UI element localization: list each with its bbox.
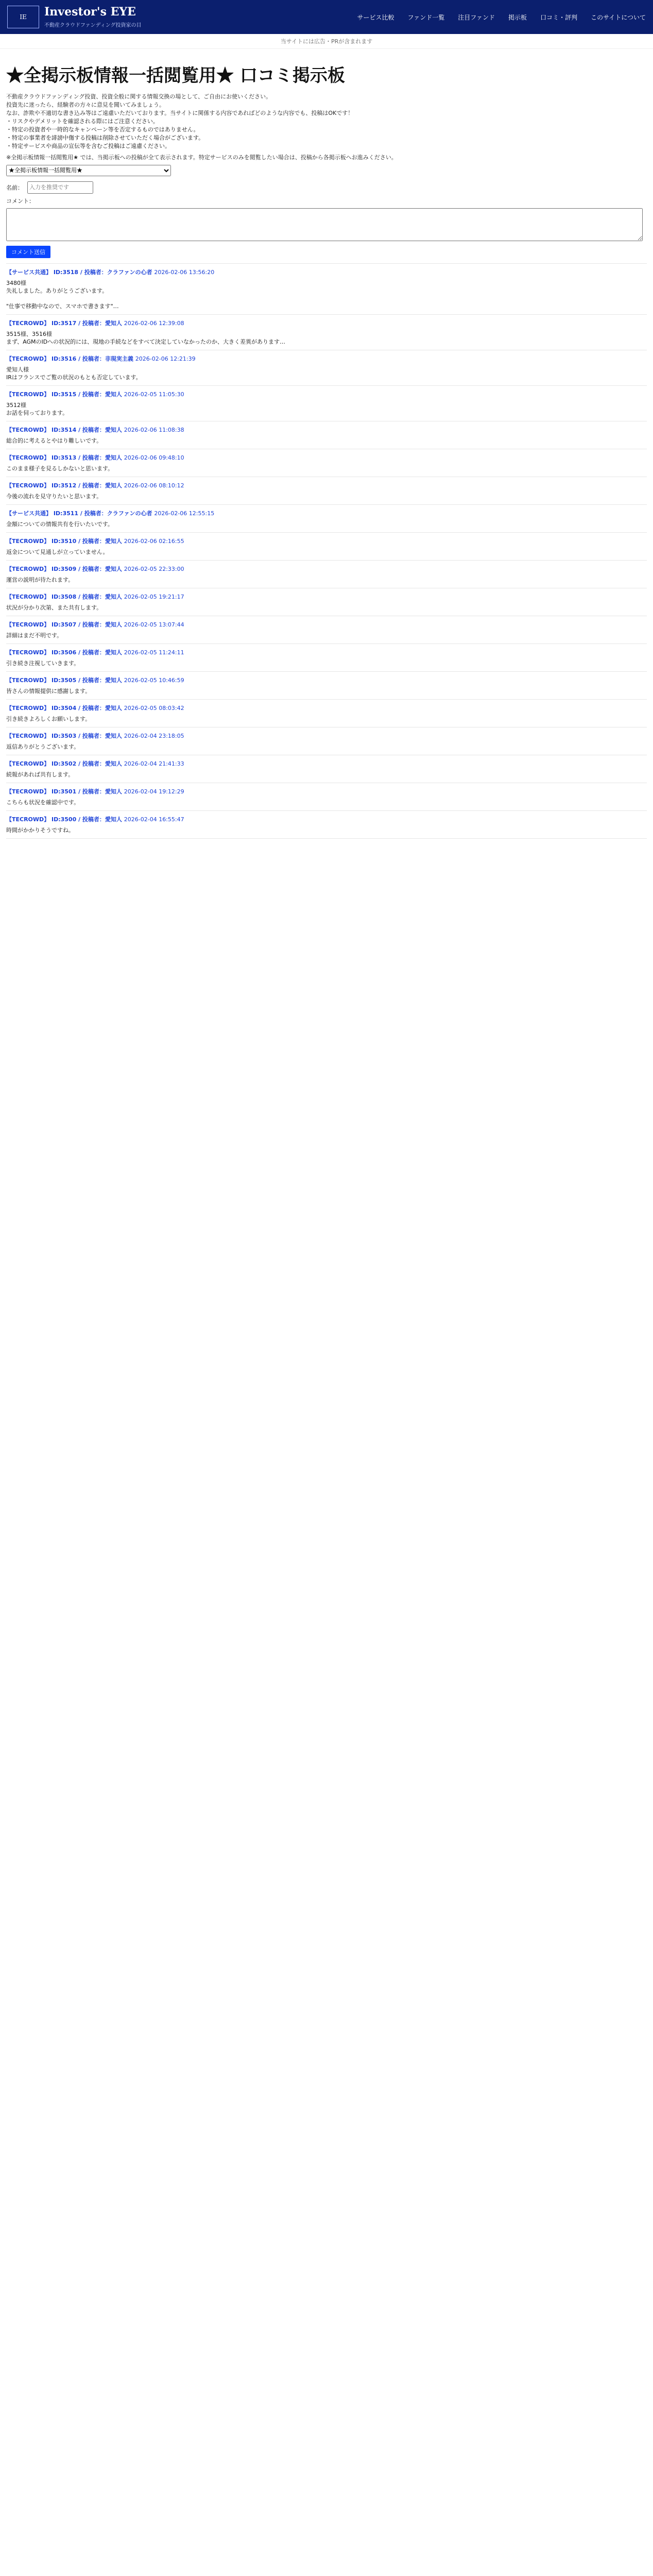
post: [6, 755, 647, 783]
desc-line: 投資先に迷ったら、経験者の方々に意見を聞いてみましょう。: [6, 101, 165, 108]
notice-item: ・特定サービスや商品の宣伝等を含むご投稿はご遠慮ください。: [6, 143, 170, 149]
post-meta: [6, 648, 647, 656]
post-meta: [6, 592, 647, 601]
post-time: 2026-02-06 12:39:08: [124, 320, 184, 327]
post-time: 2026-02-05 19:21:17: [124, 594, 184, 600]
post-content: 3480様 失礼しました。ありがとうございます。 "仕事で移動中なので、スマホで書きます"…: [6, 280, 119, 310]
notice-list: [6, 117, 647, 150]
post-meta: [6, 453, 647, 462]
post-time: 2026-02-05 11:24:11: [124, 649, 184, 656]
post-content: 引き続きよろしくお願いします。: [6, 716, 91, 722]
post-title[interactable]: 【TECROWD】 ID:3502 / 投稿者：愛知人: [6, 760, 122, 767]
post-meta: [6, 509, 647, 517]
post-time: 2026-02-05 08:03:42: [124, 705, 184, 711]
post-time: 2026-02-05 22:33:00: [124, 566, 184, 572]
post-meta: [6, 620, 647, 629]
post-content: 皆さんの情報提供に感謝します。: [6, 688, 91, 694]
post-time: 2026-02-04 21:41:33: [124, 760, 184, 767]
page-container: [0, 49, 653, 839]
post: [6, 700, 647, 727]
comment-row: [6, 197, 647, 205]
nav-bbs[interactable]: 掲示板: [508, 13, 527, 21]
nav-fund-list[interactable]: ファンド一覧: [407, 13, 445, 21]
select-note: ※全掲示板情報一括閲覧用★ では、当掲示板への投稿が全て表示されます。特定サービスのみを閲覧したい場合は、投稿から各掲示板へお進みください。: [6, 154, 397, 161]
name-label: 名前：: [6, 184, 23, 191]
name-input[interactable]: [27, 181, 93, 194]
post-time: 2026-02-06 09:48:10: [124, 454, 184, 461]
post-content: 時間がかかりそうですね。: [6, 827, 74, 834]
post-content: 金額についての情報共有を行いたいです。: [6, 521, 113, 528]
pr-note: 当サイトには広告・PRが含まれます: [0, 34, 653, 49]
post-meta: [6, 390, 647, 398]
post-title[interactable]: 【TECROWD】 ID:3514 / 投稿者：愛知人: [6, 427, 122, 433]
post: [6, 477, 647, 505]
post: [6, 811, 647, 839]
post-meta: [6, 565, 647, 573]
post-title[interactable]: 【TECROWD】 ID:3515 / 投稿者：愛知人: [6, 391, 122, 398]
post-content: 引き続き注視していきます。: [6, 660, 80, 667]
post: [6, 421, 647, 449]
post-meta: [6, 787, 647, 795]
notice-item: ・特定の投資者や一時的なキャンペーン等を否定するものではありません。: [6, 126, 199, 133]
nav-service-compare[interactable]: サービス比較: [357, 13, 394, 21]
post-meta: [6, 815, 647, 823]
post-meta: [6, 354, 647, 363]
top-header: [0, 0, 653, 34]
post-content: 今後の流れを見守りたいと思います。: [6, 493, 102, 500]
post: [6, 315, 647, 350]
submit-comment-button[interactable]: コメント送信: [6, 246, 50, 258]
name-row: [6, 181, 647, 194]
post-meta: [6, 704, 647, 712]
post-time: 2026-02-05 13:07:44: [124, 621, 184, 628]
post-time: 2026-02-05 10:46:59: [124, 677, 184, 684]
post-content: こちらも状況を確認中です。: [6, 799, 80, 806]
post-content: 運営の説明が待たれます。: [6, 577, 74, 583]
post-title[interactable]: 【TECROWD】 ID:3504 / 投稿者：愛知人: [6, 705, 122, 711]
nav-about[interactable]: このサイトについて: [591, 13, 646, 21]
post: [6, 727, 647, 755]
post: [6, 644, 647, 672]
post-title[interactable]: 【TECROWD】 ID:3512 / 投稿者：愛知人: [6, 482, 122, 489]
post-time: 2026-02-06 11:08:38: [124, 427, 184, 433]
post-title[interactable]: 【TECROWD】 ID:3517 / 投稿者：愛知人: [6, 320, 122, 327]
post-meta: [6, 537, 647, 545]
post-content: 3512様 お話を伺っております。: [6, 402, 68, 416]
post-title[interactable]: 【TECROWD】 ID:3506 / 投稿者：愛知人: [6, 649, 122, 656]
comment-label: コメント：: [6, 198, 35, 205]
comment-textarea[interactable]: [6, 208, 643, 241]
post-content: 詳細はまだ不明です。: [6, 632, 63, 639]
post-meta: [6, 676, 647, 684]
site-subtitle: 不動産クラウドファンディング投資家の目: [44, 22, 142, 28]
post-meta: [6, 481, 647, 489]
post-time: 2026-02-04 19:12:29: [124, 788, 184, 795]
brand: [7, 6, 142, 28]
post-content: 3515様、3516様 まず、AGMのIDへの状況的には、現地の手続などをすべて決定していなかったのか、大きく差異があります…: [6, 331, 285, 345]
notice-item: ・特定の事業者を誹謗中傷する投稿は削除させていただく場合がございます。: [6, 134, 204, 141]
post: [6, 386, 647, 421]
post-content: 状況が分かり次第、また共有します。: [6, 604, 102, 611]
comment-form: [6, 181, 647, 258]
post: [6, 588, 647, 616]
site-logo[interactable]: IE: [7, 6, 39, 28]
post-title[interactable]: 【TECROWD】 ID:3500 / 投稿者：愛知人: [6, 816, 122, 823]
post-title[interactable]: 【TECROWD】 ID:3503 / 投稿者：愛知人: [6, 733, 122, 739]
page-description: [6, 93, 647, 117]
site-title[interactable]: Investor's EYE: [44, 5, 136, 19]
post: [6, 505, 647, 533]
post-list: [6, 263, 647, 839]
desc-line: なお、詐欺や不適切な書き込み等はご遠慮いただいております。当サイトに関係する内容であればどのような内容でも、投稿はOKです！: [6, 110, 354, 116]
board-select[interactable]: [6, 165, 171, 176]
board-select-row: [6, 165, 647, 176]
top-nav: [357, 13, 646, 22]
post-time: 2026-02-05 11:05:30: [124, 391, 184, 398]
post-meta: [6, 268, 647, 276]
post-title[interactable]: 【TECROWD】 ID:3510 / 投稿者：愛知人: [6, 538, 122, 545]
post-title[interactable]: 【サービス共通】 ID:3518 / 投稿者：クラファンの心者: [6, 269, 152, 276]
post-content: 返金について見通しが立っていません。: [6, 549, 109, 555]
post-meta: [6, 732, 647, 740]
post-title[interactable]: 【TECROWD】 ID:3508 / 投稿者：愛知人: [6, 594, 122, 600]
nav-reviews[interactable]: 口コミ・評判: [540, 13, 578, 21]
post-content: 続報があれば共有します。: [6, 771, 74, 778]
post-title[interactable]: 【TECROWD】 ID:3501 / 投稿者：愛知人: [6, 788, 122, 795]
post-meta: [6, 426, 647, 434]
post: [6, 561, 647, 588]
post-content: 愛知人様 IRはフランスでご覧の状況のもとも否定しています。: [6, 366, 142, 381]
post-time: 2026-02-06 02:16:55: [124, 538, 184, 545]
post-content: このまま様子を見るしかないと思います。: [6, 465, 114, 472]
post-title[interactable]: 【TECROWD】 ID:3507 / 投稿者：愛知人: [6, 621, 122, 628]
nav-featured-funds[interactable]: 注目ファンド: [458, 13, 495, 21]
desc-line: 不動産クラウドファンディング投資、投資全般に関する情報交換の場として、ご自由にお使いください。: [6, 93, 272, 100]
post-title[interactable]: 【サービス共通】 ID:3511 / 投稿者：クラファンの心者: [6, 510, 152, 517]
post-time: 2026-02-06 12:55:15: [154, 510, 215, 517]
page-title: ★全掲示板情報一括閲覧用★ 口コミ掲示板: [6, 65, 345, 86]
post: [6, 264, 647, 315]
post: [6, 783, 647, 811]
post-content: 返信ありがとうございます。: [6, 743, 80, 750]
post: [6, 449, 647, 477]
post-title[interactable]: 【TECROWD】 ID:3505 / 投稿者：愛知人: [6, 677, 122, 684]
post-time: 2026-02-06 12:21:39: [135, 355, 196, 362]
brand-text: [44, 6, 142, 28]
post-title[interactable]: 【TECROWD】 ID:3509 / 投稿者：愛知人: [6, 566, 122, 572]
notice-item: ・リスクやデメリットを確認される際にはご注意ください。: [6, 118, 159, 125]
post-title[interactable]: 【TECROWD】 ID:3516 / 投稿者：非現実主義: [6, 355, 133, 362]
post-meta: [6, 319, 647, 327]
post-time: 2026-02-04 16:55:47: [124, 816, 184, 823]
post: [6, 672, 647, 700]
post-title[interactable]: 【TECROWD】 ID:3513 / 投稿者：愛知人: [6, 454, 122, 461]
post-content: 総合的に考えるとやはり難しいです。: [6, 437, 102, 444]
post-time: 2026-02-04 23:18:05: [124, 733, 184, 739]
post-time: 2026-02-06 08:10:12: [124, 482, 184, 489]
post-meta: [6, 759, 647, 768]
post-time: 2026-02-06 13:56:20: [154, 269, 215, 276]
post: [6, 350, 647, 386]
post: [6, 616, 647, 644]
post: [6, 533, 647, 561]
